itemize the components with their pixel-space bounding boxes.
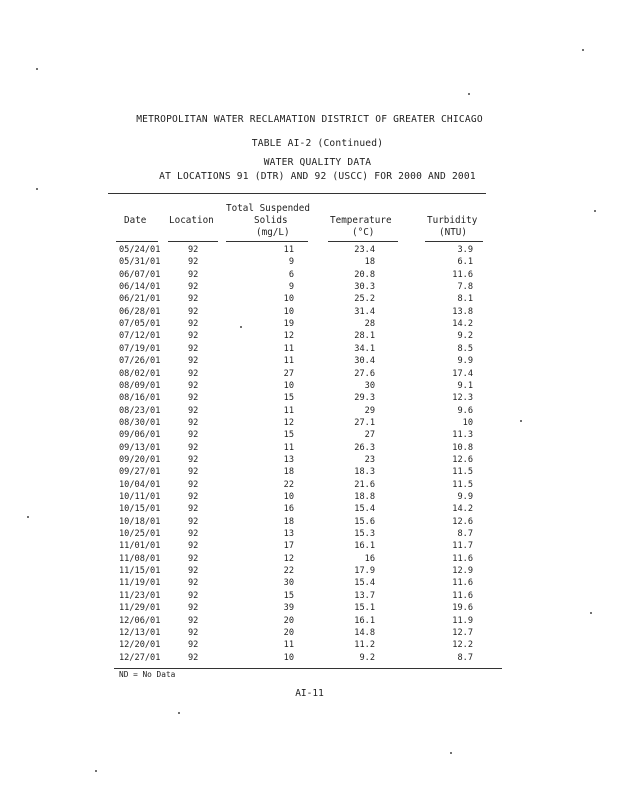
- cell-temperature: 29.3: [354, 393, 375, 404]
- cell-date: 12/27/01: [119, 652, 161, 663]
- cell-temperature: 17.9: [354, 566, 375, 577]
- cell-date: 11/01/01: [119, 541, 161, 552]
- cell-date: 07/05/01: [119, 319, 161, 330]
- scan-speck: [240, 326, 242, 328]
- cell-location: 92: [188, 331, 199, 342]
- cell-temperature: 15.3: [354, 529, 375, 540]
- cell-tss: 9: [288, 282, 294, 293]
- cell-turbidity: 10: [462, 417, 473, 428]
- cell-turbidity: 11.5: [452, 479, 473, 490]
- cell-turbidity: 8.1: [457, 294, 473, 305]
- table-id: TABLE AI-2 (Continued): [251, 138, 384, 149]
- scan-speck: [520, 420, 522, 422]
- scan-speck: [27, 516, 29, 518]
- cell-temperature: 18.8: [354, 492, 375, 502]
- cell-location: 92: [188, 257, 199, 268]
- cell-temperature: 18.3: [354, 467, 375, 478]
- cell-tss: 12: [283, 553, 294, 564]
- cell-date: 11/19/01: [119, 578, 161, 589]
- col-head-turb-unit: (NTU): [439, 227, 467, 238]
- cell-location: 92: [188, 479, 199, 490]
- cell-location: 92: [188, 603, 199, 614]
- cell-turbidity: 11.5: [452, 467, 473, 478]
- cell-location: 92: [188, 294, 199, 305]
- cell-turbidity: 9.2: [457, 331, 473, 342]
- cell-date: 10/04/01: [119, 479, 161, 490]
- scan-speck: [450, 752, 452, 754]
- cell-tss: 12: [283, 417, 294, 428]
- cell-temperature: 30: [364, 380, 375, 391]
- cell-turbidity: 14.2: [452, 319, 473, 330]
- cell-date: 09/27/01: [119, 467, 161, 478]
- cell-temperature: 25.2: [354, 294, 375, 305]
- col-head-date: Date: [124, 215, 147, 226]
- cell-temperature: 15.1: [354, 603, 375, 614]
- cell-turbidity: 13.8: [452, 306, 473, 317]
- table-row: [0, 603, 619, 616]
- table-row: [0, 356, 619, 369]
- cell-temperature: 15.4: [354, 504, 375, 515]
- cell-tss: 9: [288, 257, 294, 268]
- cell-date: 10/25/01: [119, 529, 161, 540]
- cell-location: 92: [188, 467, 199, 478]
- cell-temperature: 21.6: [354, 479, 375, 490]
- cell-location: 92: [188, 640, 199, 651]
- table-row: [0, 270, 619, 283]
- table-subtitle: WATER QUALITY DATA: [263, 157, 372, 168]
- cell-tss: 39: [283, 603, 294, 614]
- cell-tss: 10: [283, 492, 294, 502]
- cell-tss: 11: [283, 405, 294, 416]
- cell-date: 08/30/01: [119, 417, 161, 428]
- cell-temperature: 9.2: [359, 652, 375, 663]
- cell-tss: 11: [283, 343, 294, 354]
- cell-tss: 11: [283, 356, 294, 367]
- cell-location: 92: [188, 541, 199, 552]
- cell-location: 92: [188, 368, 199, 379]
- cell-temperature: 27: [364, 430, 375, 441]
- cell-temperature: 34.1: [354, 343, 375, 354]
- cell-location: 92: [188, 417, 199, 428]
- cell-turbidity: 8.7: [457, 529, 473, 540]
- cell-tss: 10: [283, 294, 294, 305]
- cell-temperature: 23: [364, 454, 375, 465]
- cell-turbidity: 9.1: [457, 380, 473, 391]
- col-head-turbidity: Turbidity: [427, 215, 478, 226]
- cell-turbidity: 9.6: [457, 405, 473, 416]
- col-head-tss-line1: Total Suspended: [226, 203, 310, 214]
- cell-temperature: 28.1: [354, 331, 375, 342]
- cell-tss: 18: [283, 516, 294, 527]
- cell-temperature: 30.4: [354, 356, 375, 367]
- cell-turbidity: 3.9: [457, 245, 473, 255]
- cell-tss: 12: [283, 331, 294, 342]
- cell-turbidity: 11.9: [452, 615, 473, 626]
- table-row: [0, 406, 619, 419]
- cell-turbidity: 11.6: [452, 269, 473, 280]
- cell-turbidity: 12.3: [452, 393, 473, 404]
- page-number: AI-11: [295, 688, 324, 699]
- cell-temperature: 26.3: [354, 442, 375, 453]
- cell-tss: 11: [283, 245, 294, 255]
- cell-date: 12/06/01: [119, 615, 161, 626]
- cell-tss: 10: [283, 306, 294, 317]
- scan-speck: [178, 712, 180, 714]
- cell-tss: 17: [283, 541, 294, 552]
- header-underline-temp: [328, 241, 398, 242]
- cell-tss: 15: [283, 393, 294, 404]
- cell-temperature: 18: [364, 257, 375, 268]
- scan-speck: [594, 210, 596, 212]
- cell-tss: 10: [283, 380, 294, 391]
- scan-speck: [590, 612, 592, 614]
- cell-date: 07/19/01: [119, 343, 161, 354]
- table-row: [0, 480, 619, 493]
- cell-temperature: 15.4: [354, 578, 375, 589]
- cell-date: 07/26/01: [119, 356, 161, 367]
- table-locations: AT LOCATIONS 91 (DTR) AND 92 (USCC) FOR 2000 AND 2001: [159, 171, 476, 182]
- cell-date: 09/13/01: [119, 442, 161, 453]
- cell-location: 92: [188, 454, 199, 465]
- col-head-tss-line2: Solids: [254, 215, 288, 226]
- cell-date: 08/16/01: [119, 393, 161, 404]
- cell-location: 92: [188, 504, 199, 515]
- footnote: ND = No Data: [119, 670, 176, 679]
- cell-date: 06/14/01: [119, 282, 161, 293]
- cell-location: 92: [188, 343, 199, 354]
- table-row: [0, 616, 619, 629]
- cell-temperature: 16: [364, 553, 375, 564]
- cell-date: 09/20/01: [119, 454, 161, 465]
- cell-turbidity: 6.1: [457, 257, 473, 268]
- cell-turbidity: 9.9: [457, 356, 473, 367]
- cell-tss: 18: [283, 467, 294, 478]
- table-row: [0, 344, 619, 357]
- cell-date: 10/15/01: [119, 504, 161, 515]
- table-row: [0, 257, 619, 270]
- cell-turbidity: 14.2: [452, 504, 473, 515]
- table-row: [0, 492, 619, 505]
- cell-turbidity: 11.6: [452, 553, 473, 564]
- scan-speck: [95, 770, 97, 772]
- col-head-tss-unit: (mg/L): [256, 227, 290, 238]
- header-top-rule: [108, 193, 486, 194]
- table-row: [0, 529, 619, 542]
- cell-temperature: 20.8: [354, 269, 375, 280]
- table-row: [0, 467, 619, 480]
- cell-date: 10/18/01: [119, 516, 161, 527]
- cell-turbidity: 12.7: [452, 627, 473, 638]
- cell-turbidity: 8.7: [457, 652, 473, 663]
- table-row: [0, 591, 619, 604]
- cell-date: 11/29/01: [119, 603, 161, 614]
- col-head-temp-unit: (°C): [352, 227, 375, 238]
- cell-tss: 11: [283, 442, 294, 453]
- cell-turbidity: 11.7: [452, 541, 473, 552]
- header-underline-location: [168, 241, 218, 242]
- table-row: [0, 443, 619, 456]
- cell-tss: 22: [283, 566, 294, 577]
- table-row: [0, 504, 619, 517]
- cell-location: 92: [188, 430, 199, 441]
- scan-speck: [468, 93, 470, 95]
- table-row: [0, 541, 619, 554]
- cell-date: 11/15/01: [119, 566, 161, 577]
- cell-tss: 30: [283, 578, 294, 589]
- cell-temperature: 14.8: [354, 627, 375, 638]
- cell-tss: 13: [283, 529, 294, 540]
- table-row: [0, 640, 619, 653]
- cell-location: 92: [188, 590, 199, 601]
- cell-tss: 15: [283, 590, 294, 601]
- table-row: [0, 294, 619, 307]
- cell-tss: 20: [283, 627, 294, 638]
- cell-date: 10/11/01: [119, 492, 161, 502]
- table-row: [0, 331, 619, 344]
- scan-speck: [582, 49, 584, 51]
- cell-turbidity: 12.2: [452, 640, 473, 651]
- cell-temperature: 11.2: [354, 640, 375, 651]
- cell-location: 92: [188, 529, 199, 540]
- scan-speck: [36, 68, 38, 70]
- cell-location: 92: [188, 405, 199, 416]
- cell-turbidity: 17.4: [452, 368, 473, 379]
- cell-date: 06/28/01: [119, 306, 161, 317]
- cell-turbidity: 19.6: [452, 603, 473, 614]
- table-row: [0, 245, 619, 258]
- cell-location: 92: [188, 615, 199, 626]
- cell-turbidity: 12.9: [452, 566, 473, 577]
- table-row: [0, 566, 619, 579]
- cell-location: 92: [188, 578, 199, 589]
- cell-temperature: 29: [364, 405, 375, 416]
- table-row: [0, 653, 619, 666]
- cell-turbidity: 9.9: [457, 492, 473, 502]
- table-row: [0, 381, 619, 394]
- table-row: [0, 517, 619, 530]
- cell-location: 92: [188, 553, 199, 564]
- cell-location: 92: [188, 380, 199, 391]
- cell-date: 09/06/01: [119, 430, 161, 441]
- header-underline-tss: [226, 241, 308, 242]
- table-row: [0, 628, 619, 641]
- cell-location: 92: [188, 319, 199, 330]
- table-row: [0, 393, 619, 406]
- table-row: [0, 554, 619, 567]
- col-head-location: Location: [169, 215, 214, 226]
- table-row: [0, 282, 619, 295]
- cell-tss: 27: [283, 368, 294, 379]
- cell-temperature: 16.1: [354, 541, 375, 552]
- cell-turbidity: 12.6: [452, 516, 473, 527]
- cell-tss: 15: [283, 430, 294, 441]
- cell-location: 92: [188, 627, 199, 638]
- cell-tss: 11: [283, 640, 294, 651]
- table-row: [0, 319, 619, 332]
- cell-tss: 6: [288, 269, 294, 280]
- cell-location: 92: [188, 393, 199, 404]
- cell-location: 92: [188, 492, 199, 502]
- cell-tss: 19: [283, 319, 294, 330]
- cell-date: 12/20/01: [119, 640, 161, 651]
- cell-tss: 13: [283, 454, 294, 465]
- table-row: [0, 369, 619, 382]
- cell-tss: 16: [283, 504, 294, 515]
- document-title: METROPOLITAN WATER RECLAMATION DISTRICT OF GREATER CHICAGO: [136, 114, 483, 125]
- cell-date: 11/23/01: [119, 590, 161, 601]
- table-row: [0, 430, 619, 443]
- cell-tss: 22: [283, 479, 294, 490]
- cell-temperature: 27.6: [354, 368, 375, 379]
- cell-temperature: 31.4: [354, 306, 375, 317]
- scan-speck: [36, 188, 38, 190]
- cell-location: 92: [188, 269, 199, 280]
- cell-turbidity: 10.8: [452, 442, 473, 453]
- cell-date: 06/21/01: [119, 294, 161, 305]
- cell-tss: 20: [283, 615, 294, 626]
- table-bottom-rule: [114, 668, 502, 669]
- cell-date: 05/24/01: [119, 245, 161, 255]
- cell-location: 92: [188, 306, 199, 317]
- cell-date: 11/08/01: [119, 553, 161, 564]
- cell-temperature: 23.4: [354, 245, 375, 255]
- table-row: [0, 418, 619, 431]
- cell-location: 92: [188, 652, 199, 663]
- cell-location: 92: [188, 245, 199, 255]
- col-head-temperature: Temperature: [330, 215, 392, 226]
- cell-location: 92: [188, 356, 199, 367]
- cell-location: 92: [188, 282, 199, 293]
- cell-date: 06/07/01: [119, 269, 161, 280]
- cell-turbidity: 7.8: [457, 282, 473, 293]
- cell-date: 05/31/01: [119, 257, 161, 268]
- cell-temperature: 15.6: [354, 516, 375, 527]
- cell-location: 92: [188, 516, 199, 527]
- table-row: [0, 455, 619, 468]
- cell-location: 92: [188, 442, 199, 453]
- cell-temperature: 13.7: [354, 590, 375, 601]
- cell-date: 07/12/01: [119, 331, 161, 342]
- cell-temperature: 27.1: [354, 417, 375, 428]
- header-underline-date: [116, 241, 158, 242]
- cell-date: 08/02/01: [119, 368, 161, 379]
- cell-date: 12/13/01: [119, 627, 161, 638]
- cell-temperature: 30.3: [354, 282, 375, 293]
- cell-turbidity: 11.3: [452, 430, 473, 441]
- cell-tss: 10: [283, 652, 294, 663]
- cell-date: 08/23/01: [119, 405, 161, 416]
- header-underline-turb: [425, 241, 483, 242]
- table-row: [0, 307, 619, 320]
- cell-turbidity: 8.5: [457, 343, 473, 354]
- cell-temperature: 28: [364, 319, 375, 330]
- cell-temperature: 16.1: [354, 615, 375, 626]
- cell-turbidity: 11.6: [452, 590, 473, 601]
- table-row: [0, 578, 619, 591]
- cell-turbidity: 11.6: [452, 578, 473, 589]
- cell-date: 08/09/01: [119, 380, 161, 391]
- cell-location: 92: [188, 566, 199, 577]
- cell-turbidity: 12.6: [452, 454, 473, 465]
